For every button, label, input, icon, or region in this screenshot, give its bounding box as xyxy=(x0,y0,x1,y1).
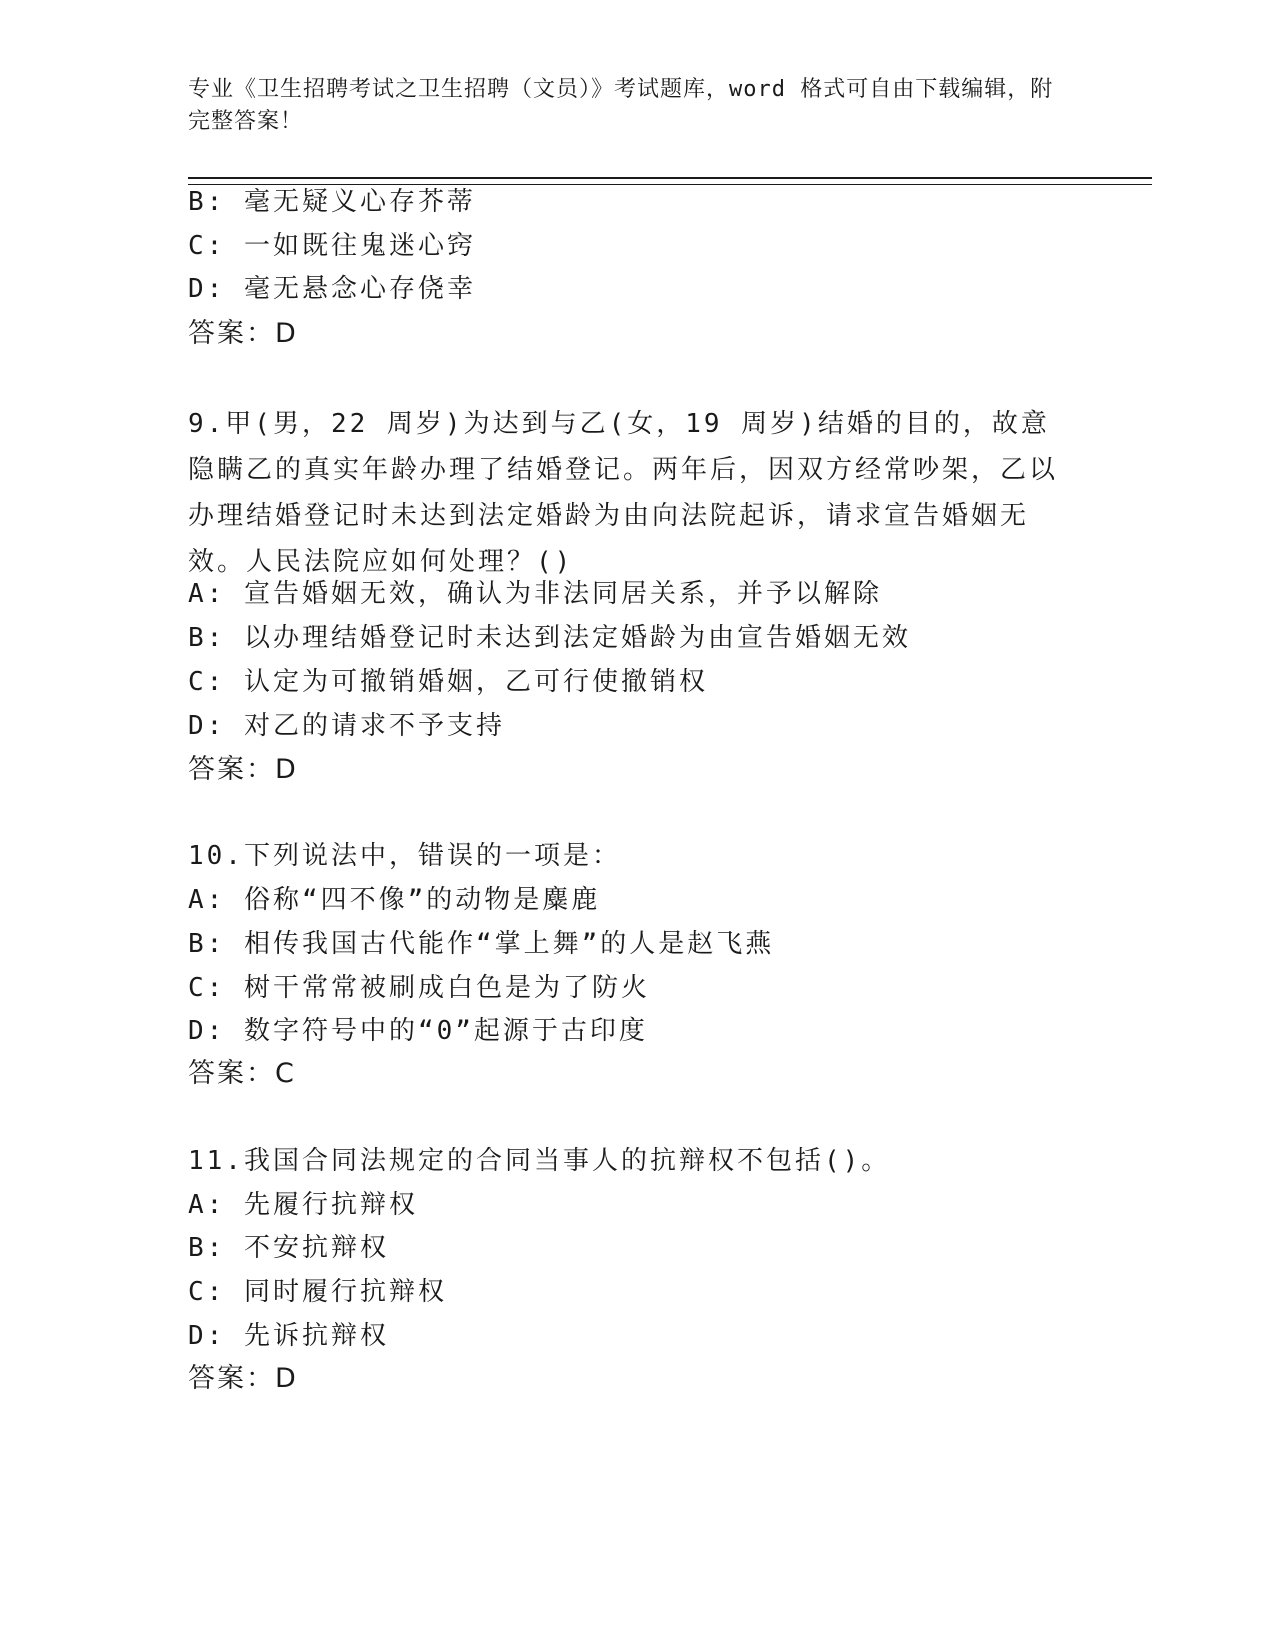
q9-option-c: C: 认定为可撤销婚姻，乙可行使撤销权 xyxy=(188,667,708,697)
q8-option-b: B: 毫无疑义心存芥蒂 xyxy=(188,187,476,217)
q9-stem: 9.甲(男，22 周岁)为达到与乙(女，19 周岁)结婚的目的，故意隐瞒乙的真实年龄办理了结婚登记。两年后，因双方经常吵架，乙以办理结婚登记时未达到法定婚龄为由向法院起诉，请求宣告婚姻无效。人民法院应如何处理？() xyxy=(188,409,1059,577)
q9-option-d: D: 对乙的请求不予支持 xyxy=(188,711,505,741)
q11-option-a: A: 先履行抗辩权 xyxy=(188,1190,418,1220)
q10-answer: 答案：C xyxy=(188,1058,296,1089)
q11-stem: 11.我国合同法规定的合同当事人的抗辩权不包括()。 xyxy=(188,1146,891,1176)
document-header: 专业《卫生招聘考试之卫生招聘（文员）》考试题库，word 格式可自由下载编辑，附完整答案！ xyxy=(188,77,1054,134)
q11-option-b: B: 不安抗辩权 xyxy=(188,1233,389,1263)
header-divider xyxy=(188,177,1152,185)
q11-option-c: C: 同时履行抗辩权 xyxy=(188,1277,447,1307)
q10-option-d: D: 数字符号中的“0”起源于古印度 xyxy=(188,1016,648,1046)
q8-answer: 答案：D xyxy=(188,318,298,349)
q11-option-d: D: 先诉抗辩权 xyxy=(188,1321,389,1351)
q10-stem: 10.下列说法中，错误的一项是： xyxy=(188,841,621,871)
q9-answer: 答案：D xyxy=(188,754,298,785)
q10-option-a: A: 俗称“四不像”的动物是麋鹿 xyxy=(188,885,601,915)
q9-option-b: B: 以办理结婚登记时未达到法定婚龄为由宣告婚姻无效 xyxy=(188,623,911,653)
q10-option-b: B: 相传我国古代能作“掌上舞”的人是赵飞燕 xyxy=(188,929,775,959)
q10-option-c: C: 树干常常被刷成白色是为了防火 xyxy=(188,973,650,1003)
q8-option-d: D: 毫无悬念心存侥幸 xyxy=(188,274,476,304)
q9-option-a: A: 宣告婚姻无效，确认为非法同居关系，并予以解除 xyxy=(188,579,882,609)
q11-answer: 答案：D xyxy=(188,1363,298,1394)
q8-option-c: C: 一如既往鬼迷心窍 xyxy=(188,231,476,261)
